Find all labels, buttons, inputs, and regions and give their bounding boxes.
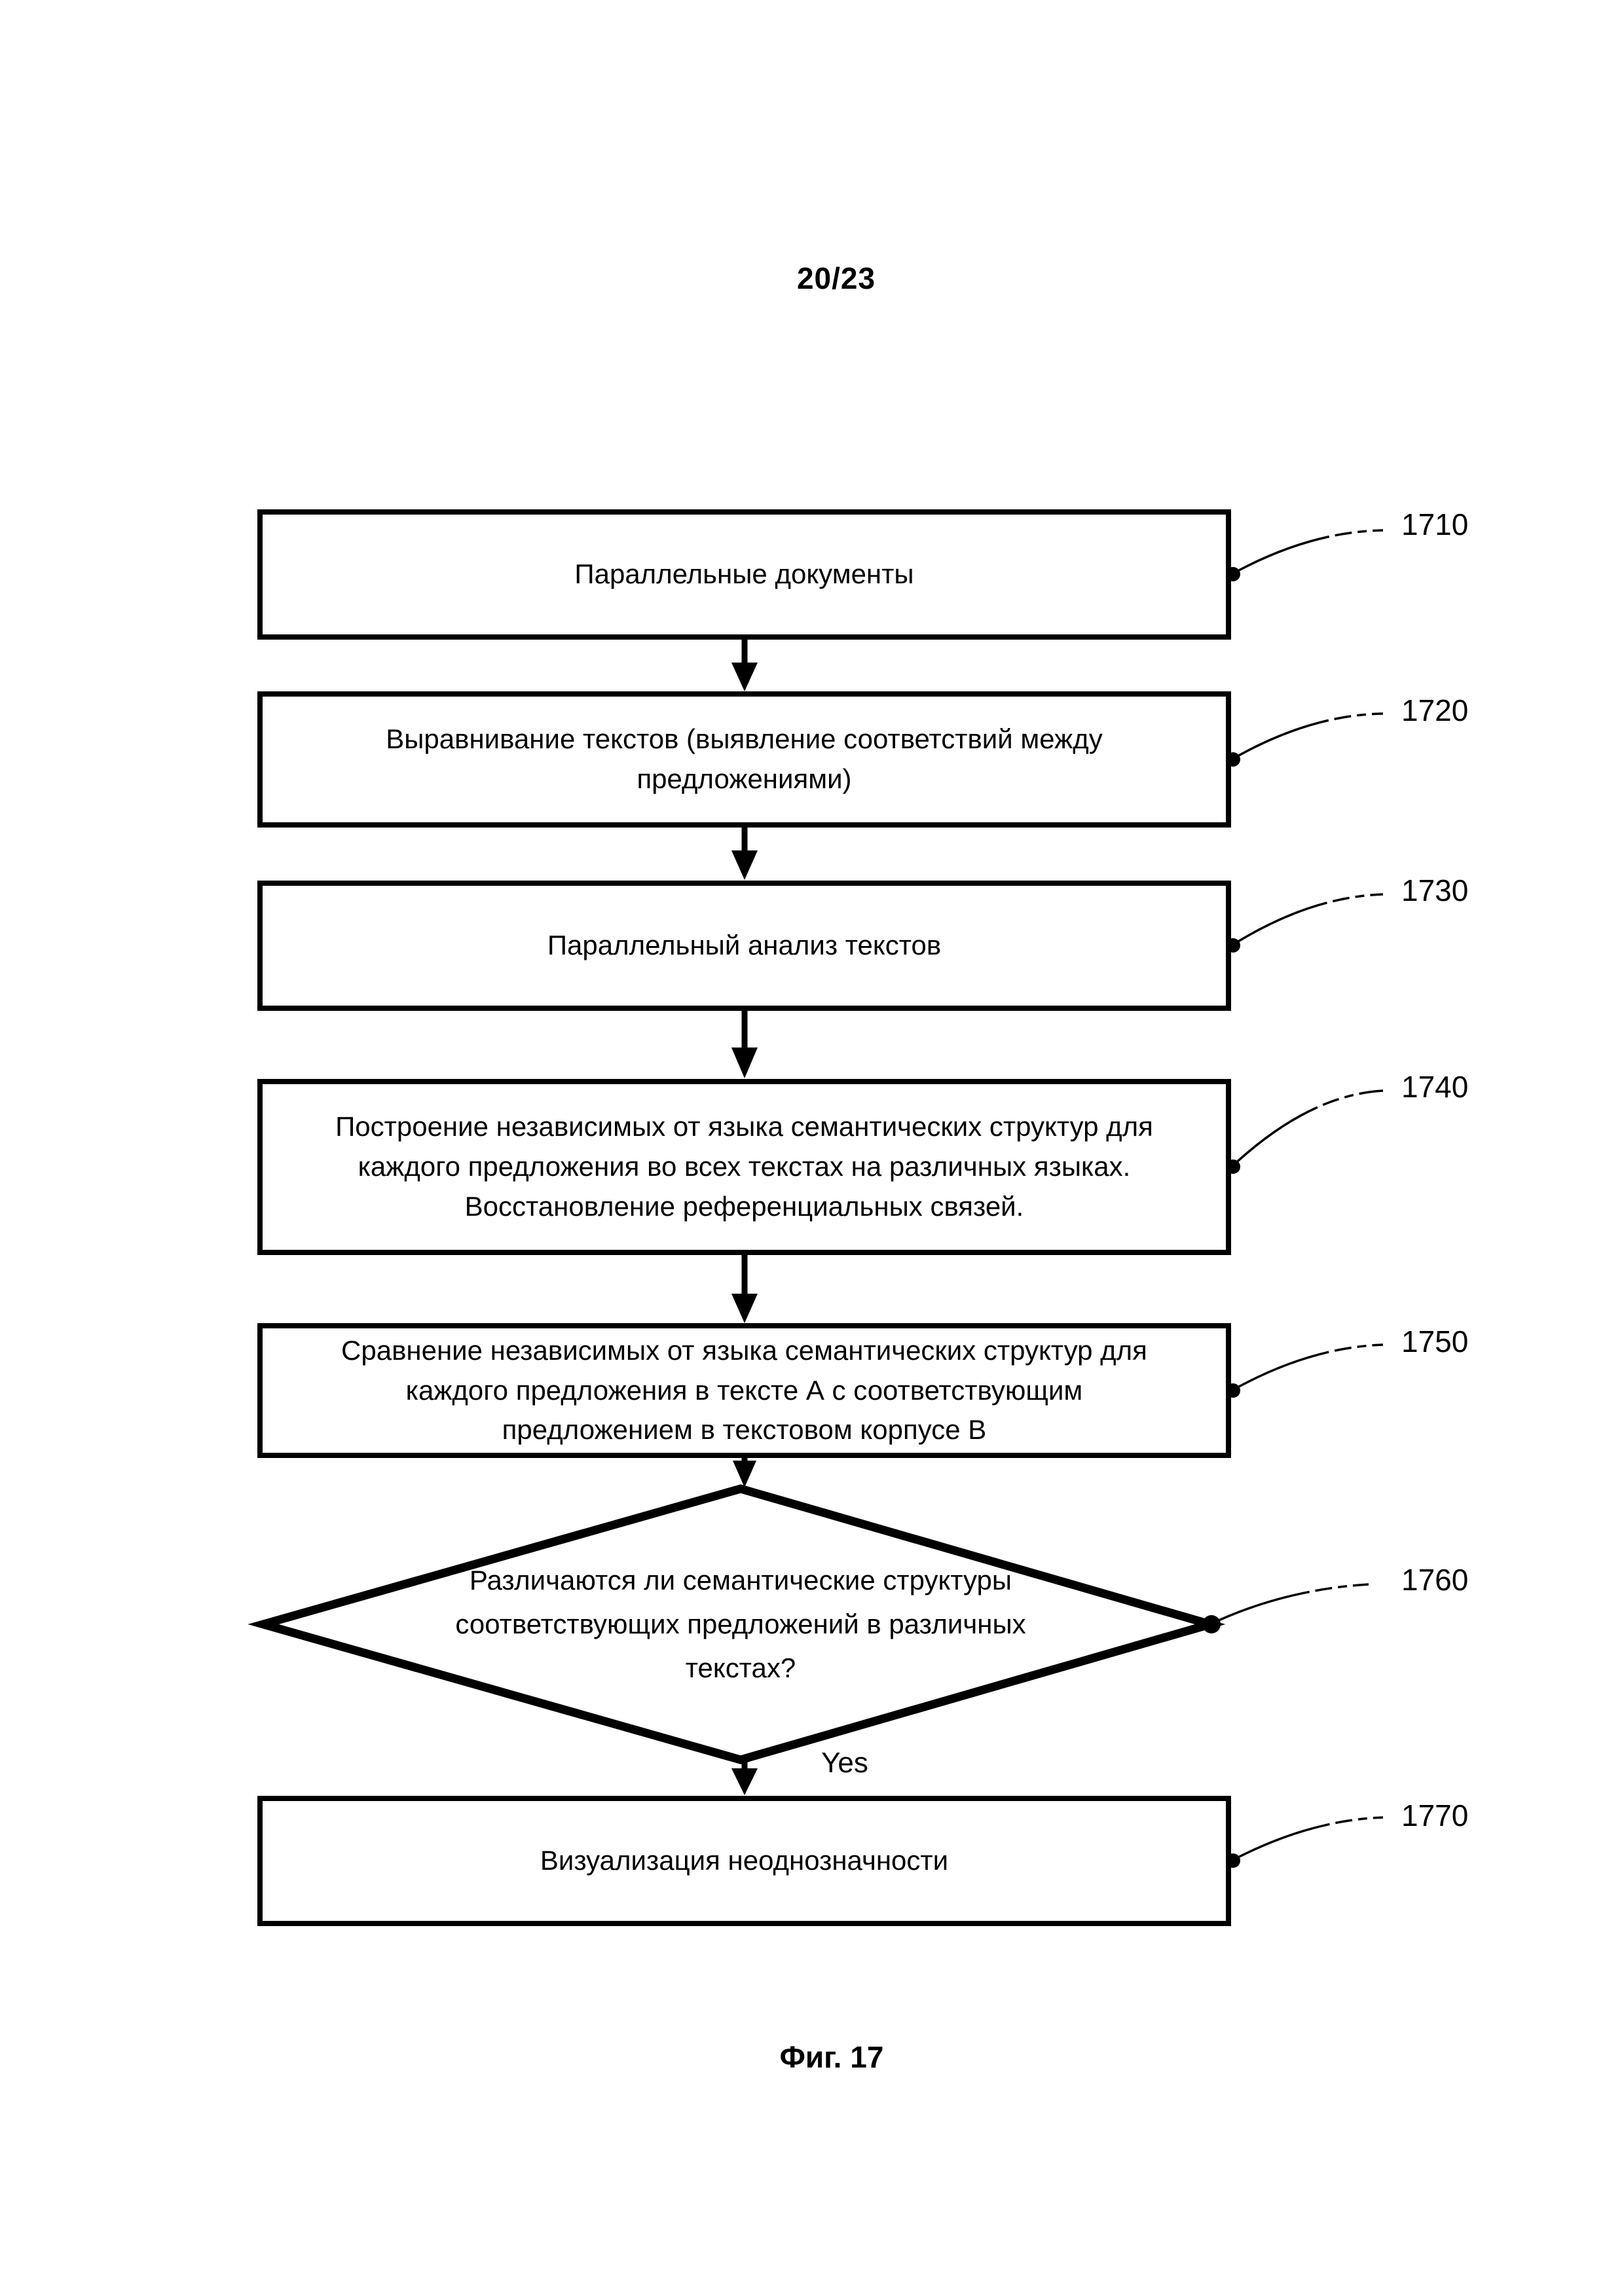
- leader-line-1750: [1232, 1345, 1383, 1391]
- ref-numeral-1710: 1710: [1401, 507, 1469, 541]
- yes-branch-label: Yes: [821, 1747, 868, 1779]
- leader-line-1770: [1232, 1817, 1383, 1861]
- process-box-1710: [257, 509, 1231, 640]
- process-box-1720-label: Выравнивание текстов (выявление соответствий между предложениями): [386, 723, 1103, 794]
- arrow-1710-1720: [731, 636, 758, 691]
- process-box-1720: [257, 691, 1231, 828]
- process-box-1750-label: Сравнение независимых от языка семантических структур для каждого предложения в тексте А с соответствующим предложением в текстовом корпусе В: [341, 1334, 1147, 1446]
- arrow-1720-1730: [731, 824, 758, 880]
- ref-numeral-1740: 1740: [1401, 1070, 1469, 1104]
- decision-diamond-1760-label: Различаются ли семантические структуры соответствующих предложений в различных текстах?: [455, 1565, 1026, 1684]
- ref-numeral-1720: 1720: [1401, 693, 1469, 727]
- process-box-1770-label: Визуализация неоднозначности: [540, 1845, 949, 1876]
- ref-numeral-1760: 1760: [1401, 1563, 1469, 1597]
- leader-line-1730: [1232, 894, 1383, 945]
- ref-numeral-1750: 1750: [1401, 1324, 1469, 1358]
- arrow-1740-1750: [731, 1252, 758, 1323]
- ref-numeral-1730: 1730: [1401, 873, 1469, 907]
- leader-dot-1760: [1202, 1615, 1221, 1633]
- figure-caption: Фиг. 17: [779, 2040, 884, 2074]
- process-box-1770: [257, 1796, 1231, 1926]
- leader-line-1710: [1232, 530, 1383, 574]
- ref-numeral-1770: 1770: [1401, 1798, 1469, 1832]
- leader-line-1760: [1210, 1584, 1369, 1624]
- arrow-1730-1740: [731, 1008, 758, 1078]
- process-box-1730: [257, 881, 1231, 1011]
- process-box-1710-label: Параллельные документы: [574, 558, 914, 590]
- leader-line-1740: [1232, 1091, 1383, 1167]
- process-box-1750: [257, 1323, 1231, 1458]
- process-box-1740-label: Построение независимых от языка семантических структур для каждого предложения во всех текстах на различных языках. Восстановление референциальных связей.: [335, 1111, 1153, 1222]
- process-box-1740: [257, 1079, 1231, 1255]
- process-box-1730-label: Параллельный анализ текстов: [547, 930, 942, 961]
- sheet-number: 20/23: [796, 261, 876, 295]
- leader-line-1720: [1232, 714, 1383, 759]
- arrow-1750-1760: [733, 1455, 756, 1487]
